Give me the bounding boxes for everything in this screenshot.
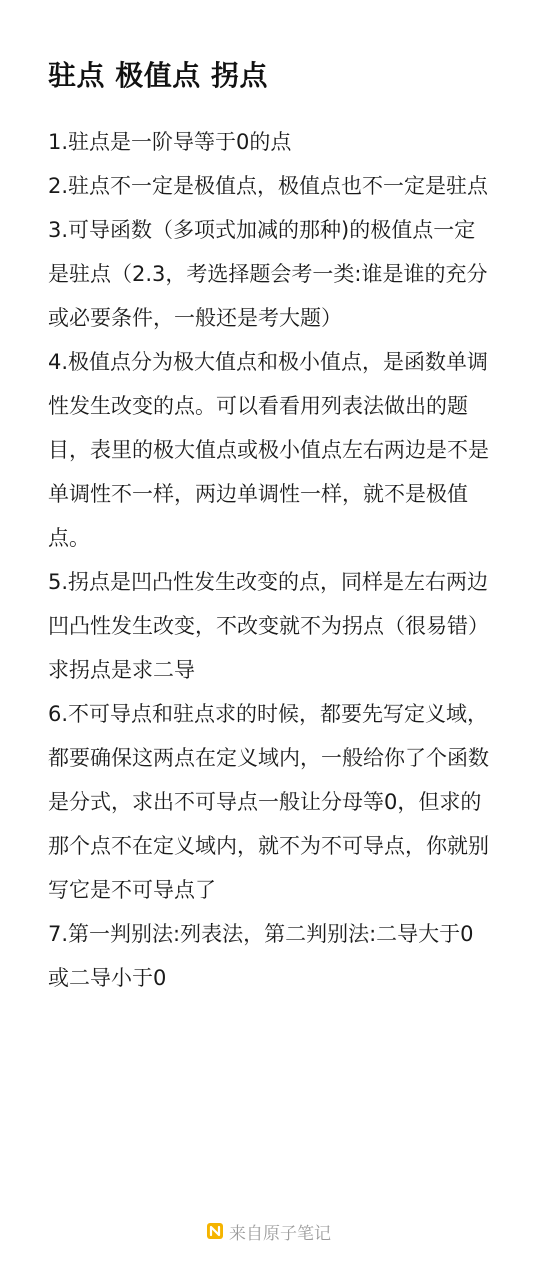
note-item-1: 1.驻点是一阶导等于0的点 — [48, 130, 292, 154]
note-content — [48, 120, 494, 1000]
note-item-5: 5.拐点是凹凸性发生改变的点，同样是左右两边凹凸性发生改变，不改变就不为拐点（很易错）求拐点是求二导 — [48, 570, 489, 682]
note-item-2: 2.驻点不一定是极值点，极值点也不一定是驻点 — [48, 174, 489, 198]
note-item-3: 3.可导函数（多项式加减的那种)的极值点一定是驻点（2.3，考选择题会考一类:谁是谁的充分或必要条件，一般还是考大题） — [48, 218, 488, 330]
note-item-7: 7.第一判别法:列表法，第二判别法:二导大于0或二导小于0 — [48, 922, 474, 990]
note-item-6: 6.不可导点和驻点求的时候，都要先写定义域，都要确保这两点在定义域内，一般给你了个函数是分式，求出不可导点一般让分母等0，但求的那个点不在定义域内，就不为不可导点，你就别写它是不可导点了 — [48, 702, 489, 902]
note-title: 驻点 极值点 拐点 — [48, 59, 268, 92]
footer-source-text: 来自原子笔记 — [229, 1223, 331, 1244]
app-footer — [0, 1218, 538, 1244]
note-item-4: 4.极值点分为极大值点和极小值点，是函数单调性发生改变的点。可以看看用列表法做出的题目，表里的极大值点或极小值点左右两边是不是单调性不一样，两边单调性一样，就不是极值点。 — [48, 350, 489, 550]
notebook-n-logo-icon — [207, 1223, 223, 1239]
